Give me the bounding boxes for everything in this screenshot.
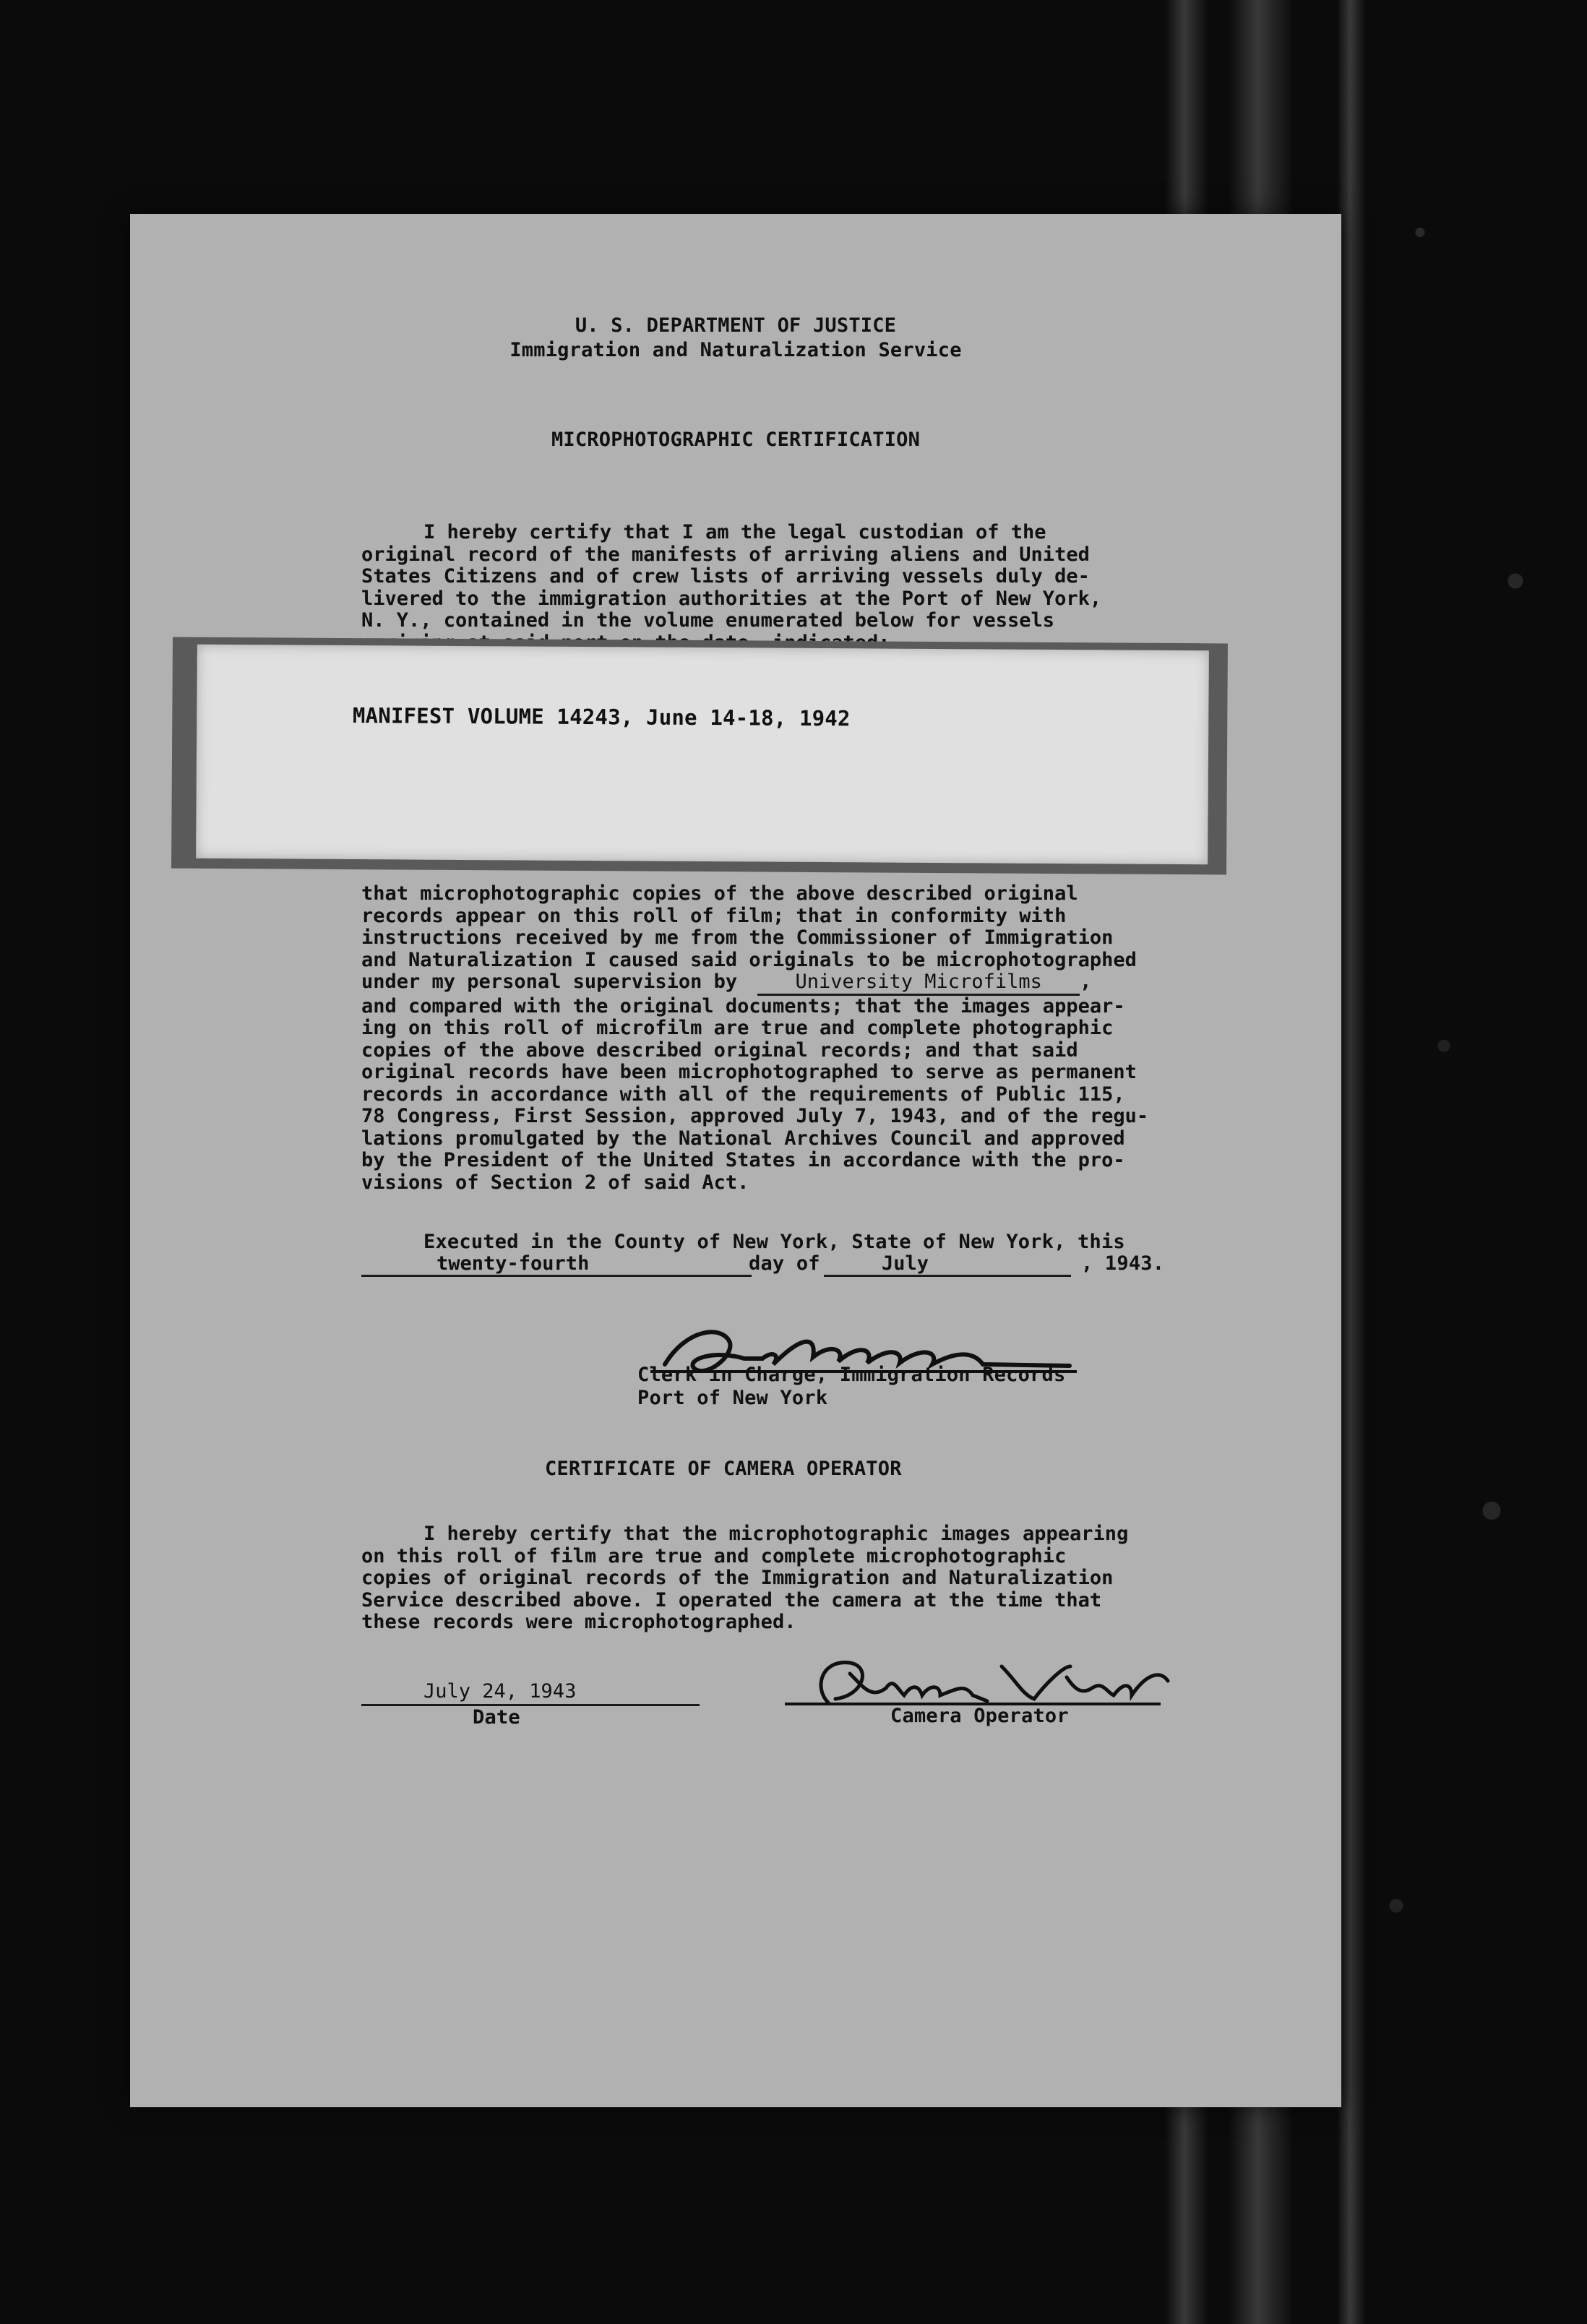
service-heading: Immigration and Naturalization Service <box>509 339 962 361</box>
certificate-page <box>130 214 1341 2107</box>
camera-body-line: I hereby certify that the microphotographic images appearing <box>423 1523 1129 1545</box>
body-line <box>361 971 1148 996</box>
executed-day-of: day of <box>749 1252 820 1275</box>
supervisor-suffix: , <box>1080 971 1092 993</box>
camera-date: July 24, 1943 <box>423 1680 577 1703</box>
body-line: original records have been microphotographed to serve as permanent <box>361 1061 1137 1083</box>
body-line: by the President of the United States in accordance with the pro- <box>361 1149 1125 1171</box>
intro-line: I hereby certify that I am the legal custodian of the <box>423 521 1046 543</box>
executed-month: July <box>882 1252 929 1275</box>
camera-body-line: Service described above. I operated the camera at the time that <box>361 1588 1102 1611</box>
body-line: instructions received by me from the Commissioner of Immigration <box>361 926 1114 949</box>
camera-date-rule <box>361 1704 700 1706</box>
executed-day-rule <box>361 1275 752 1277</box>
camera-body-line: on this roll of film are true and complete microphotographic <box>361 1544 1067 1567</box>
executed-statement: Executed in the County of New York, State of New York, this <box>423 1231 1125 1253</box>
camera-certificate-body <box>361 1523 1128 1634</box>
body-line: records appear on this roll of film; that in conformity with <box>361 904 1067 927</box>
camera-body-line: copies of original records of the Immigration and Naturalization <box>361 1567 1114 1589</box>
certification-title: MICROPHOTOGRAPHIC CERTIFICATION <box>551 429 921 451</box>
intro-line: States Citizens and of crew lists of arriving vessels duly de- <box>361 565 1090 588</box>
clerk-title: Clerk in Charge, Immigration Records <box>637 1364 1066 1386</box>
body-line: records in accordance with all of the requirements of Public 115, <box>361 1083 1125 1106</box>
certification-body <box>361 883 1148 1194</box>
body-line: ing on this roll of microfilm are true and complete photographic <box>361 1017 1114 1039</box>
body-line: visions of Section 2 of said Act. <box>361 1171 749 1194</box>
body-line: 78 Congress, First Session, approved July 7, 1943, and of the regu- <box>361 1105 1149 1127</box>
body-line: and compared with the original documents; that the images appear- <box>361 994 1125 1017</box>
supervision-text: under my personal supervision by <box>361 971 738 993</box>
department-heading: U. S. DEPARTMENT OF JUSTICE <box>575 314 897 337</box>
clerk-office: Port of New York <box>637 1387 828 1409</box>
manifest-volume-label: MANIFEST VOLUME 14243, June 14-18, 1942 <box>352 703 851 731</box>
body-line: that microphotographic copies of the above described original <box>361 882 1078 905</box>
intro-line: original record of the manifests of arriving aliens and United <box>361 543 1090 566</box>
camera-body-line: these records were microphotographed. <box>361 1611 796 1633</box>
executed-day: twenty-fourth <box>436 1252 590 1275</box>
executed-year: , 1943. <box>1081 1252 1165 1275</box>
body-line: copies of the above described original records; and that said <box>361 1038 1078 1062</box>
executed-month-rule <box>824 1275 1071 1277</box>
film-noise <box>1349 0 1587 2324</box>
intro-line: N. Y., contained in the volume enumerated below for vessels <box>361 609 1055 632</box>
intro-line: livered to the immigration authorities at the Port of New York, <box>361 587 1102 610</box>
camera-date-label: Date <box>473 1706 520 1729</box>
camera-certificate-title: CERTIFICATE OF CAMERA OPERATOR <box>545 1458 902 1480</box>
volume-slip <box>196 645 1209 865</box>
body-line: lations promulgated by the National Archives Council and approved <box>361 1127 1125 1150</box>
supervisor-name: University Microfilms <box>757 971 1080 996</box>
body-line: and Naturalization I caused said originals to be microphotographed <box>361 948 1137 971</box>
camera-operator-label: Camera Operator <box>890 1705 1069 1727</box>
certification-intro <box>361 522 1101 654</box>
